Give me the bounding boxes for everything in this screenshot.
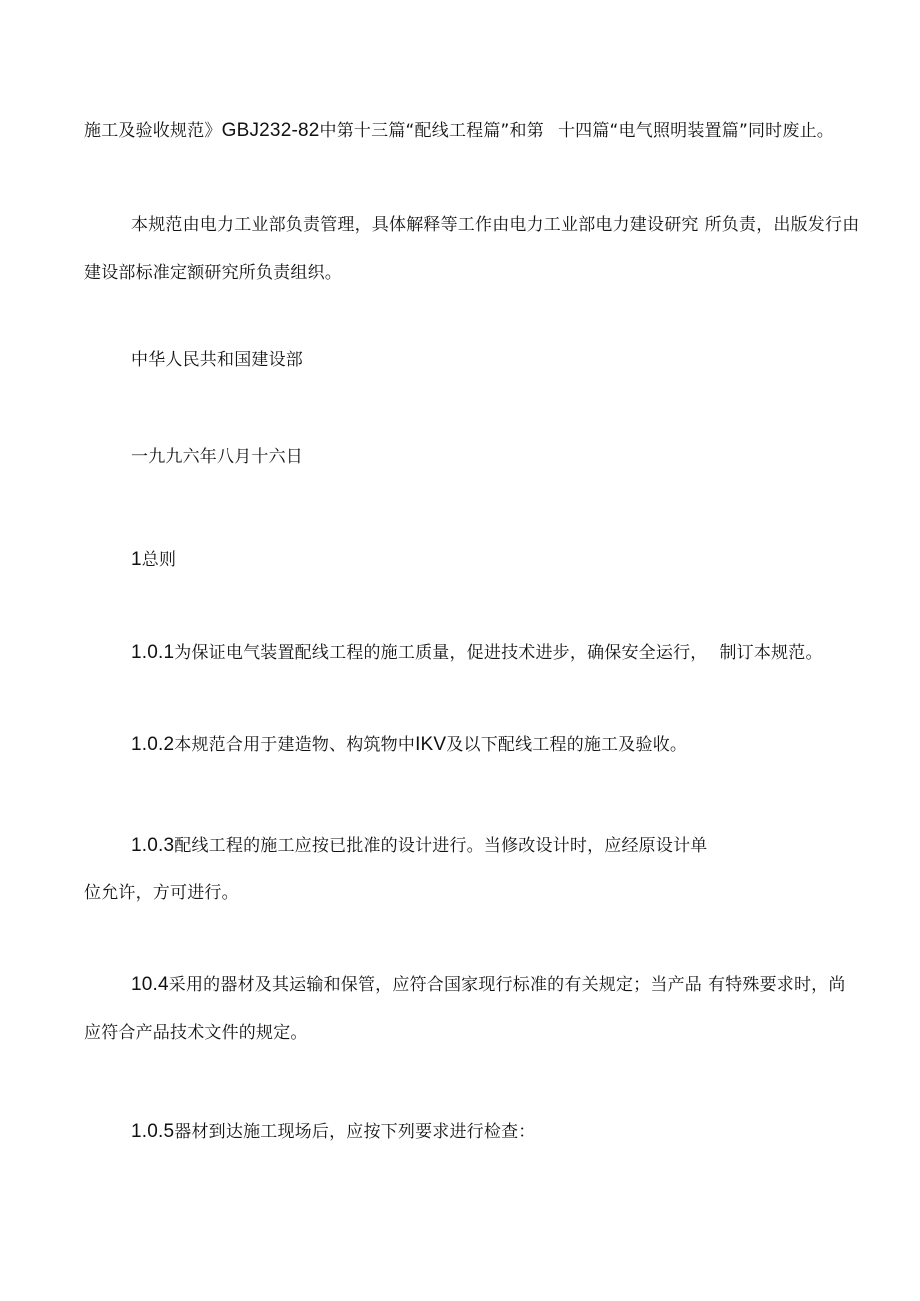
clause-number: 1.0.3	[131, 835, 175, 856]
issue-date	[131, 449, 303, 466]
clause-number: 1.0.5	[131, 1121, 175, 1142]
clause-1-0-5	[131, 1122, 535, 1141]
text-segment: 及以下配线工程的施工及验收。	[446, 735, 688, 755]
text-segment: 十四篇“电气照明装置篇”同时废止。	[557, 121, 834, 141]
text-segment: 施工及验收规范》	[84, 121, 222, 141]
clause-1-0-4-cont	[84, 1025, 308, 1042]
clause-1-0-3-cont	[84, 885, 239, 902]
text-segment: 应符合产品技术文件的规定。	[84, 1023, 308, 1043]
text-segment: 制订本规范。	[719, 643, 823, 663]
text-line-management	[131, 217, 859, 234]
text-segment: 为保证电气装置配线工程的施工质量，促进技术进步，确保安全运行，	[174, 643, 708, 663]
text-segment: 中华人民共和国建设部	[131, 350, 303, 370]
text-segment: 位允许，方可进行。	[84, 883, 239, 903]
text-segment: 器材到达施工现场后，应按下列要求进行检查：	[174, 1122, 536, 1142]
section-number: 1	[131, 549, 142, 570]
text-segment: 所负责，出版发行由	[704, 215, 860, 235]
section-title: 总则	[141, 550, 177, 570]
text-segment: 采用的器材及其运输和保管，应符合国家现行标准的有关规定；当产品	[168, 975, 702, 995]
clause-1-0-4	[131, 975, 846, 994]
clause-number: 1.0.2	[131, 734, 175, 755]
text-segment: 配线工程的施工应按已批准的设计进行。当修改设计时，应经原设计单	[174, 836, 708, 856]
clause-number: 1.0.1	[131, 642, 175, 663]
standard-code: GBJ232-82	[221, 120, 320, 141]
issuing-authority	[131, 352, 303, 369]
section-heading-general	[131, 550, 176, 569]
clause-1-0-3	[131, 836, 707, 855]
text-segment: 本规范合用于建造物、构筑物中	[174, 735, 416, 755]
text-segment: 中第十三篇“配线工程篇”和第	[319, 121, 544, 141]
clause-number: 10.4	[131, 974, 169, 995]
text-segment: 本规范由电力工业部负责管理，具体解释等工作由电力工业部电力建设研究	[131, 215, 699, 235]
text-segment: 有特殊要求时，尚	[707, 975, 846, 995]
clause-1-0-1	[131, 643, 823, 662]
text-line-abolish-notice	[84, 121, 834, 140]
text-segment: 建设部标准定额研究所负责组织。	[84, 263, 342, 283]
clause-1-0-2	[131, 735, 687, 754]
text-line-management-cont	[84, 265, 342, 282]
text-segment: 一九九六年八月十六日	[131, 447, 303, 467]
voltage-value: IKV	[415, 734, 447, 755]
